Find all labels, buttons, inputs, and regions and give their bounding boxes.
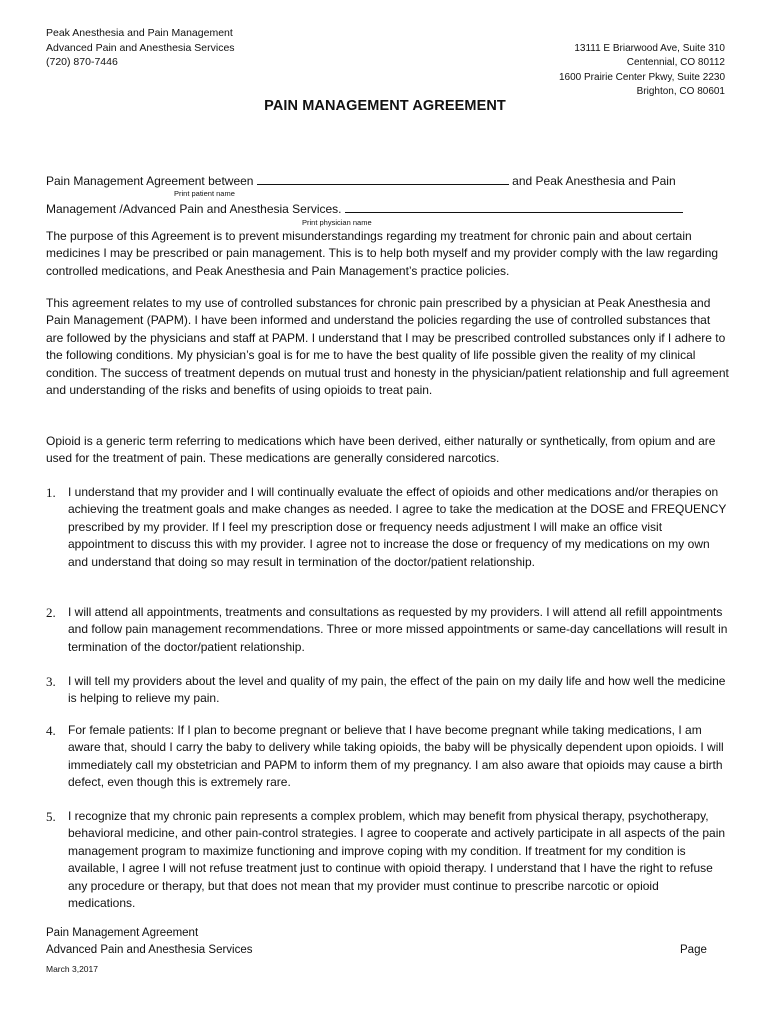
opioid-definition-paragraph: Opioid is a generic term referring to medications which have been derived, either naturally or synthetically, from opium and are used for the treatment of pain. These medications are generally considered narcotics.: [46, 434, 716, 466]
list-item: [46, 484, 729, 571]
item-text: For female patients: If I plan to become pregnant or believe that I have become pregnant while taking medications, I am aware that, should I carry the baby to delivery while taking opioids, the baby will be physically dependent upon opioids. I will immediately call my obstetrician and PAPM to inform them of my pregnancy. I am also aware that opioids may cause a birth defect, even though this is extremely rare.: [68, 723, 724, 790]
agreement-line-1: [46, 172, 729, 190]
physician-name-caption: Print physician name: [302, 218, 372, 227]
page-label: Page: [680, 944, 707, 956]
patient-name-caption: Print patient name: [174, 189, 235, 198]
list-item: [46, 722, 729, 792]
item-number: 1.: [46, 485, 56, 500]
physician-name-field[interactable]: [345, 200, 683, 213]
document-title: PAIN MANAGEMENT AGREEMENT: [264, 98, 506, 114]
address-line: 1600 Prairie Center Pkwy, Suite 2230: [558, 71, 725, 83]
address-block: [559, 42, 725, 99]
agreement-paragraph: This agreement relates to my use of controlled substances for chronic pain prescribed by a physician at Peak Anesthesia and Pain Management (PAPM). I have been informed and understand the policies regarding the use of controlled substances that are followed by the physicians and staff at PAPM. I understand that I may be prescribed controlled substances only if I adhere to the following conditions. My physician’s goal is for me to have the best quality of life possible given the reality of my clinical condition. The success of treatment depends on mutual trust and honesty in the physician/patient relationship and full agreement and understanding of the risks and benefits of using opioids to treat pain.: [46, 296, 729, 398]
item-number: 4.: [46, 723, 56, 738]
agreement-line2-prefix: Management /Advanced Pain and Anesthesia Services.: [46, 202, 342, 216]
practice-subname: Advanced Pain and Anesthesia Services: [46, 41, 235, 54]
address-line: Brighton, CO 80601: [636, 85, 725, 97]
item-text: I will attend all appointments, treatments and consultations as requested by my providers. I will attend all refill appointments and follow pain management recommendations. Three or more missed appointments or same-day cancellations will result in termination of the doctor/patient relationship.: [68, 605, 728, 654]
practice-header: [46, 26, 235, 70]
footer-date: March 3,2017: [46, 964, 98, 974]
agreement-suffix: and Peak Anesthesia and Pain: [512, 174, 676, 188]
footer-org: Advanced Pain and Anesthesia Services: [46, 944, 253, 956]
list-item: [46, 808, 729, 912]
agreement-line-2: [46, 200, 729, 218]
item-text: I understand that my provider and I will continually evaluate the effect of opioids and other medications and/or therapies on achieving the treatment goals and make changes as needed. I agree to take the medication at the DOSE and FREQUENCY prescribed by my provider. If I feel my prescription dose or frequency needs adjustment I will make an office visit appointment to discuss this with my provider. I agree not to increase the dose or frequency of my medications on my own and understand that doing so may result in termination of the doctor/patient relationship.: [68, 485, 727, 569]
footer-block: [46, 925, 253, 959]
item-text: I will tell my providers about the level and quality of my pain, the effect of the pain on my daily life and how well the medicine is helping to relieve my pain.: [68, 674, 726, 706]
footer-title: Pain Management Agreement: [46, 927, 199, 939]
practice-name: Peak Anesthesia and Pain Management: [46, 27, 233, 39]
practice-phone: (720) 870-7446: [46, 56, 118, 68]
list-item: [46, 604, 729, 656]
item-number: 5.: [46, 809, 56, 824]
item-text: I recognize that my chronic pain represents a complex problem, which may benefit from physical therapy, psychotherapy, behavioral medicine, and other pain-control strategies. I agree to cooperate and actively participate in all aspects of the pain management program to maximize functioning and improve coping with my condition. If treatment for my condition is available, I agree I will not refuse treatment just to continue with opioid therapy. I understand that I have the right to refuse any procedure or therapy, but that does not mean that my provider must continue to prescribe narcotic or opioid medications.: [68, 809, 726, 911]
purpose-paragraph: The purpose of this Agreement is to prevent misunderstandings regarding my treatment for chronic pain and about certain medicines I may be prescribed or pain management. This is to help both myself and my provider comply with the law regarding controlled medications, and Peak Anesthesia and Pain Management’s practice policies.: [46, 229, 719, 278]
address-line: 13111 E Briarwood Ave, Suite 310: [574, 43, 725, 54]
agreement-prefix: Pain Management Agreement between: [46, 174, 254, 188]
address-line: Centennial, CO 80112: [626, 57, 725, 69]
item-number: 3.: [46, 674, 56, 689]
item-number: 2.: [46, 605, 56, 620]
list-item: [46, 673, 729, 708]
patient-name-field[interactable]: [257, 172, 509, 185]
